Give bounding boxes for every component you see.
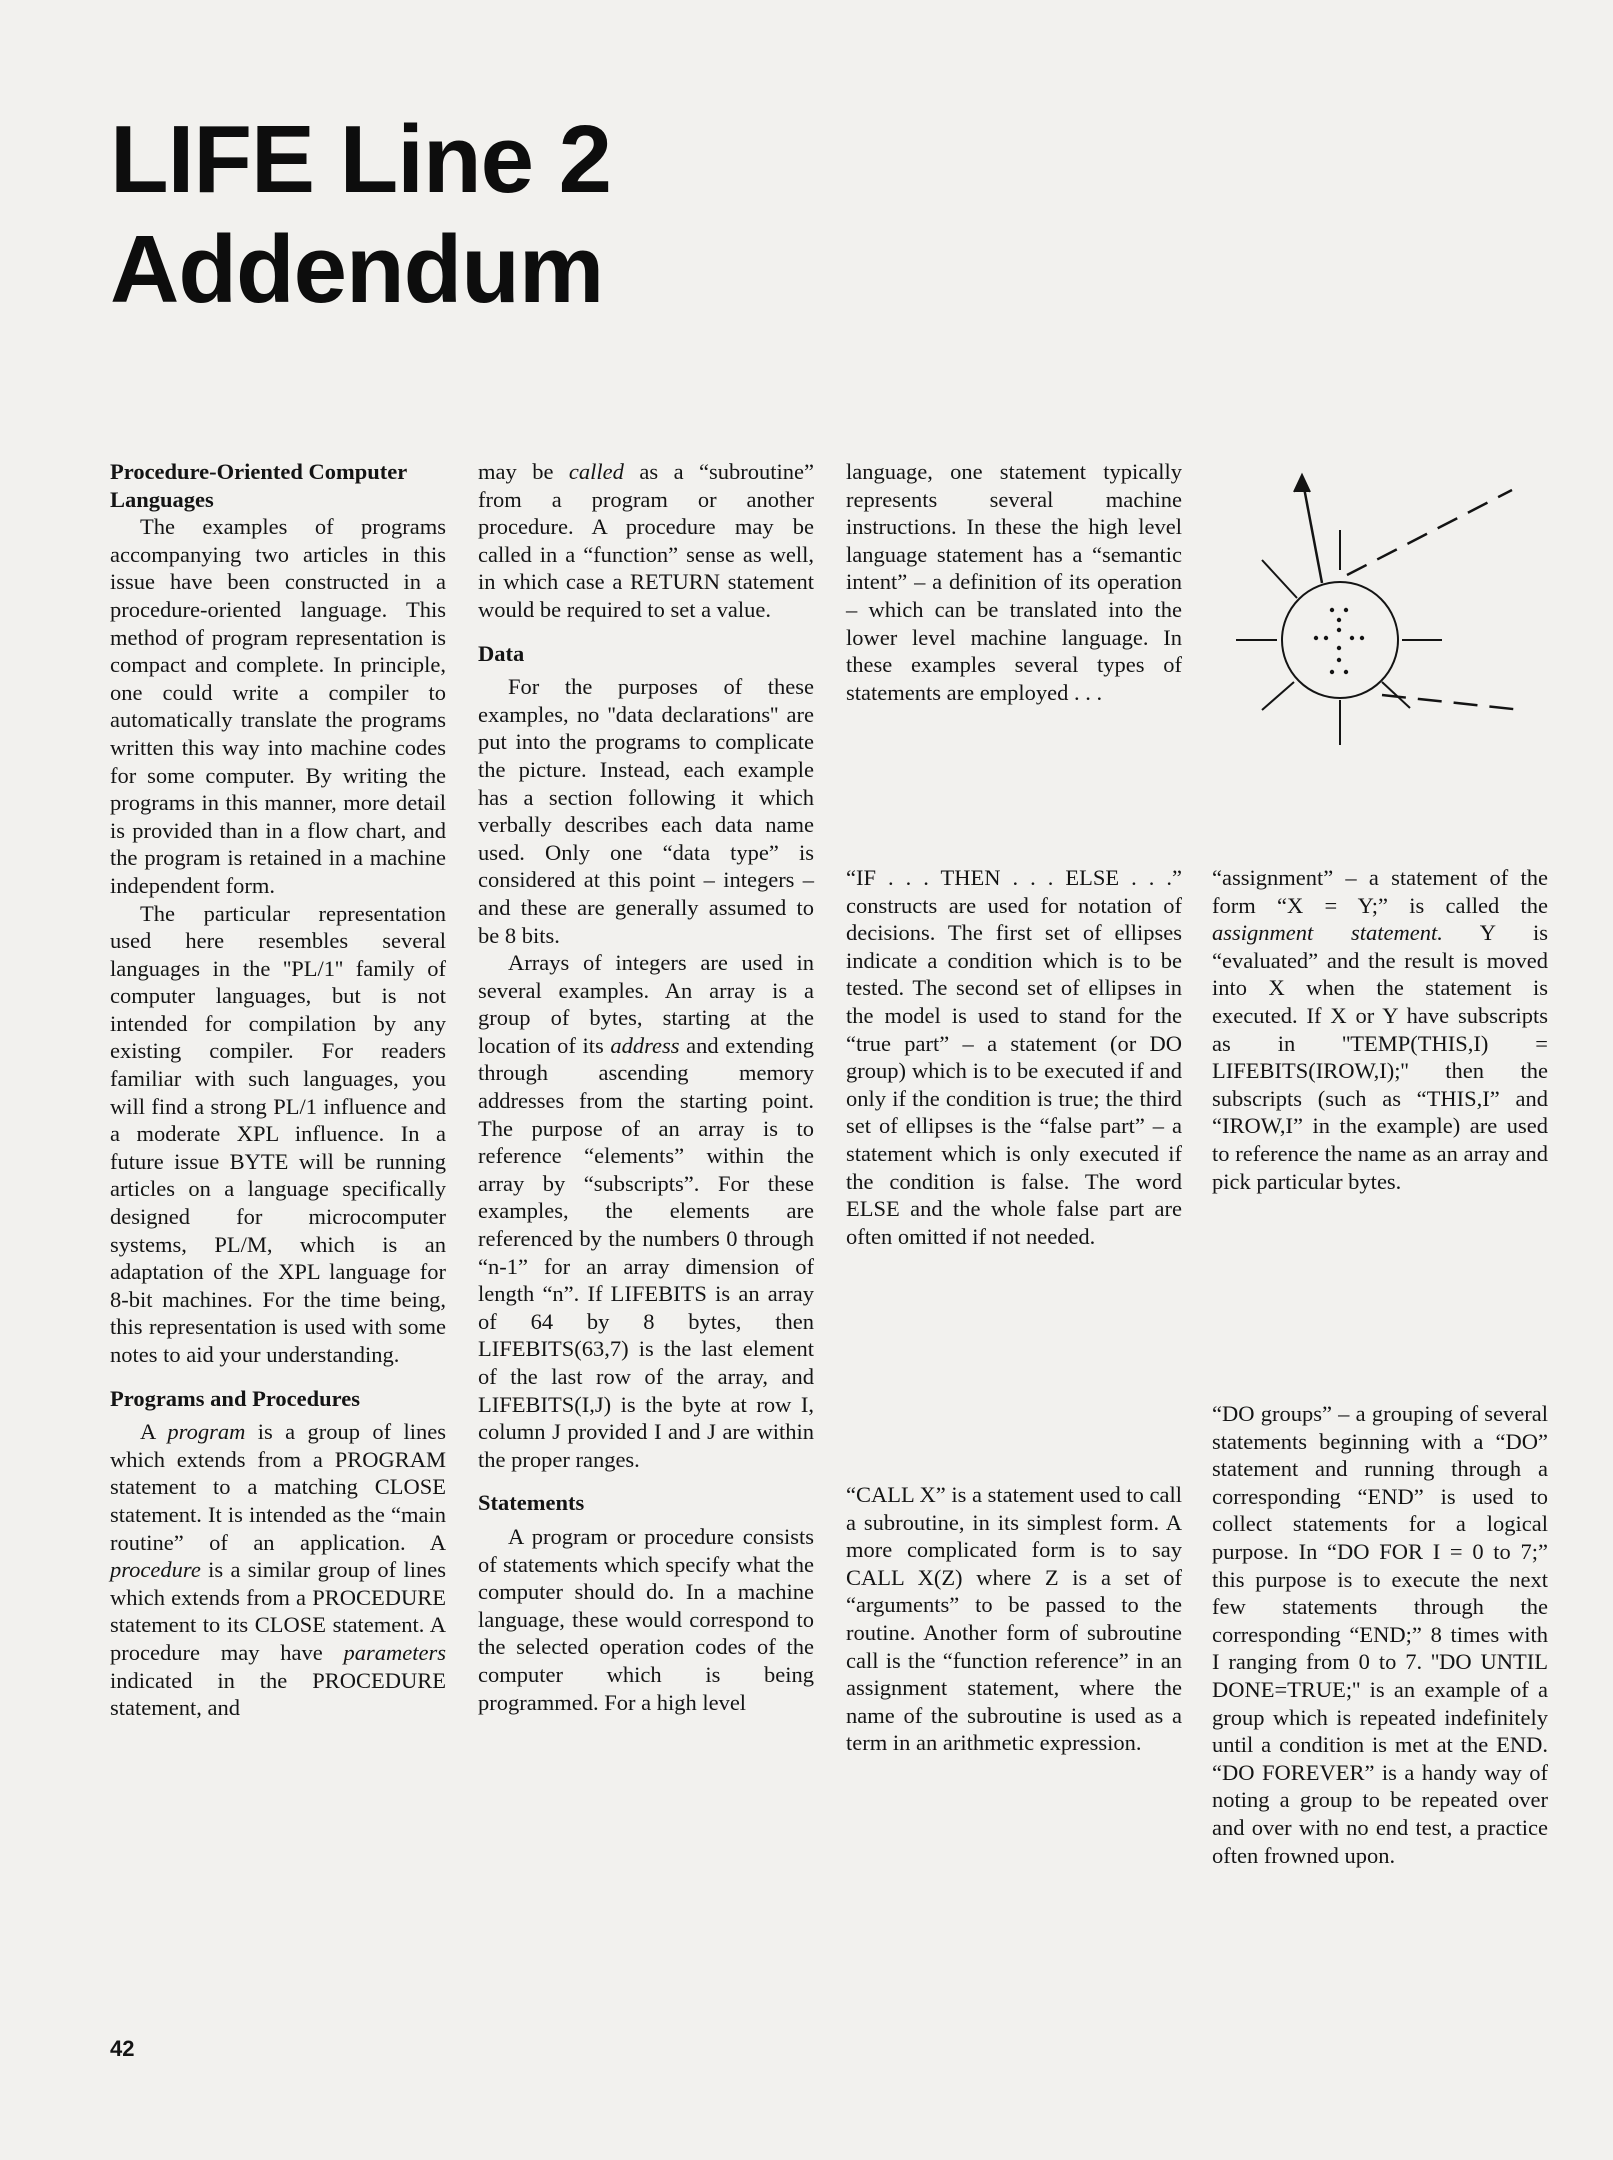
paragraph: “CALL X” is a statement used to call a subroutine, in its simplest form. A more complicated form is to say CALL X(Z) where Z is a set of “arguments” to be passed to the routine. Another form of subroutine call is the “function reference” in an assignment statement, where the name of the subroutine is used as a term in an arithmetic expression.: [846, 1482, 1182, 1756]
paragraph: may be called as a “subroutine” from a program or another procedure. A procedure may be called in a “function” sense as well, in which case a RETURN statement would be required to set a value.: [478, 459, 814, 622]
column-3-if-then-else: [846, 864, 1182, 1250]
paragraph: “IF . . . THEN . . . ELSE . . .” constructs are used for notation of decisions. The first set of ellipses indicate a condition which is to be tested. The second set of ellipses in the model is used to stand for the “true part” – a statement (or DO group) which is to be executed if and only if the condition is true; the third set of ellipses is the “false part” – a statement which is only executed if the condition is false. The word ELSE and the whole false part are often omitted if not needed.: [846, 865, 1182, 1249]
arrow-upper-left: [1262, 560, 1297, 598]
paragraph: “DO groups” – a grouping of several statements beginning with a “DO” statement and running through a corresponding “END” is used to collect statements for a logical purpose. In “DO FOR I = 0 to 7;” this purpose is to execute the next few statements through the corresponding “END;” 8 times with I ranging from 0 to 7. ''DO UNTIL DONE=TRUE;'' is an example of a group which is repeated indefinitely until a condition is met at the END. “DO FOREVER” is a handy way of noting a group to be repeated over and over with no end test, a practice often frowned upon.: [1212, 1401, 1548, 1868]
paragraph: Arrays of integers are used in several examples. An array is a group of bytes, starting at the location of its address and extending through ascending memory addresses from the starting point. The purpose of an array is to reference “elements” within the array by “subscripts”. For these examples, the elements are referenced by the numbers 0 through “n-1” for an array dimension of length “n”. If LIFEBITS is an array of 64 by 8 bytes, then LIFEBITS(63,7) is the last element of the last row of the array, and LIFEBITS(I,J) is the byte at row I, column J provided I and J are within the proper ranges.: [478, 950, 814, 1472]
article-title: [110, 105, 611, 325]
page-number: 42: [110, 2036, 135, 2061]
life-glider-diagram: [1232, 470, 1532, 770]
title-line-2: Addendum: [110, 216, 604, 323]
paragraph: A program or procedure consists of statements which specify what the computer should do. In a machine language, these would correspond to the selected operation codes of the computer which is being programmed. For a high level: [478, 1523, 814, 1715]
heading-statements: Statements: [478, 1490, 585, 1516]
column-4-do-groups: [1212, 1400, 1548, 1869]
title-line-1: LIFE Line 2: [110, 106, 612, 213]
column-3-call: [846, 1481, 1182, 1757]
arrow-up-long: [1302, 477, 1322, 583]
dashed-line-upper: [1347, 490, 1512, 575]
glider-dots: [1314, 608, 1364, 674]
paragraph: “assignment” – a statement of the form “X = Y;” is called the assignment statement. Y is “evaluated” and the result is moved into X when the statement is executed. If X or Y have subscripts as in ''TEMP(THIS,I) = LIFEBITS(IROW,I);'' then the subscripts (such as “THIS,I” and “IROW,I” in the example) are used to reference the name as an array and pick particular bytes.: [1212, 865, 1548, 1194]
heading-programs-procedures: Programs and Procedures: [110, 1385, 360, 1411]
column-2: [478, 458, 814, 1716]
diagram-circle: [1282, 582, 1398, 698]
column-1: [110, 458, 446, 1722]
heading-data: Data: [478, 640, 525, 666]
arrowhead: [1294, 475, 1310, 492]
paragraph: The particular representation used here resembles several languages in the ''PL/1'' family of computer languages, but is not intended for compilation by any existing compiler. For readers familiar with such languages, you will find a strong PL/1 influence and a moderate XPL influence. In a future issue BYTE will be running articles on a language specifically designed for microcomputer systems, PL/M, which is an adaptation of the XPL language for 8-bit machines. For the time being, this representation is used with some notes to aid your understanding.: [110, 900, 446, 1367]
paragraph: language, one statement typically represents several machine instructions. In these the high level language statement has a “semantic intent” – a definition of its operation – which can be translated into the lower level machine language. In these examples several types of statements are employed . . .: [846, 459, 1182, 705]
column-3-top: [846, 458, 1182, 706]
paragraph: For the purposes of these examples, no ''data declarations'' are put into the programs to complicate the picture. Instead, each example has a section following it which verbally describes each data name used. Only one “data type” is considered at this point – integers – and these are generally assumed to be 8 bits.: [478, 674, 814, 948]
paragraph: A program is a group of lines which extends from a PROGRAM statement to a matching CLOSE statement. It is intended as the “main routine” of an application. A procedure is a similar group of lines which extends from a PROCEDURE statement to its CLOSE statement. A procedure may have parameters indicated in the PROCEDURE statement, and: [110, 1419, 446, 1721]
arrow-lower-left: [1262, 682, 1294, 710]
column-4-assignment: [1212, 864, 1548, 1195]
paragraph: The examples of programs accompanying two articles in this issue have been constructed in a procedure-oriented language. This method of program representation is compact and complete. In principle, one could write a compiler to automatically translate the programs written this way into machine codes for some computer. By writing the programs in this manner, more detail is provided than in a flow chart, and the program is retained in a machine independent form.: [110, 514, 446, 898]
heading-procedure-oriented: Procedure-Oriented Computer Languages: [110, 459, 407, 512]
